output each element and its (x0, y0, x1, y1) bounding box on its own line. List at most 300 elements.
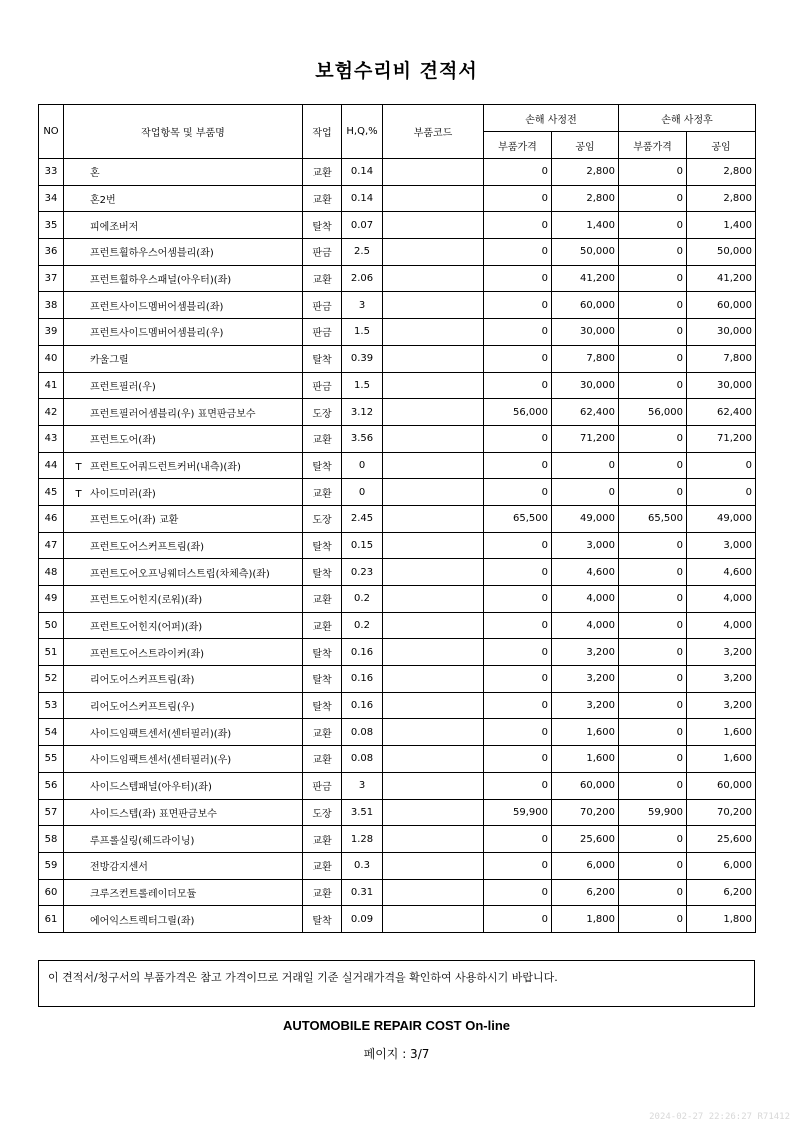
row-before-part-price: 0 (484, 345, 552, 372)
row-after-labor: 1,800 (687, 906, 756, 933)
row-before-labor: 60,000 (552, 292, 619, 319)
row-item-name (64, 612, 303, 639)
row-after-part-price: 0 (619, 292, 687, 319)
row-before-labor: 6,000 (552, 852, 619, 879)
row-item-name (64, 799, 303, 826)
row-hq: 3 (342, 292, 383, 319)
row-item-name (64, 399, 303, 426)
row-hq: 0.23 (342, 559, 383, 586)
row-hq: 3 (342, 772, 383, 799)
row-after-labor: 25,600 (687, 826, 756, 853)
table-row (39, 372, 756, 399)
row-item-name (64, 906, 303, 933)
row-no: 52 (39, 666, 64, 693)
row-no: 54 (39, 719, 64, 746)
table-row (39, 692, 756, 719)
row-work: 판금 (303, 372, 342, 399)
row-item-label: 프런트도어스트라이커(좌) (90, 648, 205, 660)
row-hq: 0.14 (342, 159, 383, 186)
row-work: 판금 (303, 319, 342, 346)
row-hq: 0.09 (342, 906, 383, 933)
row-before-part-price: 0 (484, 239, 552, 266)
row-item-label: 프런트도어(좌) 교환 (90, 515, 179, 527)
table-row (39, 799, 756, 826)
row-item-label: 프런트사이드멤버어셈블리(좌) (90, 301, 224, 313)
row-item-name (64, 292, 303, 319)
row-no: 38 (39, 292, 64, 319)
row-work: 판금 (303, 239, 342, 266)
row-item-label: 카울그릴 (90, 355, 129, 367)
row-part-code (383, 612, 484, 639)
price-notice: 이 견적서/청구서의 부품가격은 참고 가격이므로 거래일 기준 실거래가격을 확인하여 사용하시기 바랍니다. (38, 960, 755, 1007)
row-item-label: 에어익스트렉터그릴(좌) (90, 915, 195, 927)
row-item-name (64, 586, 303, 613)
row-before-part-price: 59,900 (484, 799, 552, 826)
row-work: 교환 (303, 265, 342, 292)
table-row (39, 746, 756, 773)
row-before-part-price: 0 (484, 265, 552, 292)
row-item-name (64, 692, 303, 719)
row-item-name (64, 666, 303, 693)
row-part-code (383, 559, 484, 586)
row-hq: 3.12 (342, 399, 383, 426)
table-row (39, 826, 756, 853)
header-before: 손해 사정전 (484, 105, 619, 132)
row-part-code (383, 505, 484, 532)
row-before-labor: 1,400 (552, 212, 619, 239)
row-after-part-price: 0 (619, 319, 687, 346)
row-work: 도장 (303, 505, 342, 532)
row-after-part-price: 0 (619, 452, 687, 479)
row-after-part-price: 0 (619, 666, 687, 693)
row-after-part-price: 0 (619, 772, 687, 799)
row-after-part-price: 0 (619, 852, 687, 879)
row-after-part-price: 0 (619, 879, 687, 906)
row-after-labor: 3,200 (687, 692, 756, 719)
table-row (39, 292, 756, 319)
header-before-part-price: 부품가격 (484, 132, 552, 159)
row-hq: 0.08 (342, 746, 383, 773)
row-no: 45 (39, 479, 64, 506)
row-part-code (383, 292, 484, 319)
row-no: 46 (39, 505, 64, 532)
row-mark: T (75, 461, 82, 473)
row-item-name (64, 532, 303, 559)
row-after-part-price: 56,000 (619, 399, 687, 426)
row-after-part-price: 0 (619, 692, 687, 719)
row-no: 33 (39, 159, 64, 186)
row-no: 37 (39, 265, 64, 292)
page-number: 페이지 : 3/7 (363, 1047, 430, 1061)
row-work: 도장 (303, 399, 342, 426)
table-row (39, 452, 756, 479)
row-part-code (383, 399, 484, 426)
row-item-name (64, 639, 303, 666)
row-item-name (64, 425, 303, 452)
row-part-code (383, 906, 484, 933)
row-hq: 0.15 (342, 532, 383, 559)
row-hq: 0.14 (342, 185, 383, 212)
row-after-part-price: 0 (619, 425, 687, 452)
row-after-part-price: 0 (619, 265, 687, 292)
row-item-label: 사이드스텝패널(아우터)(좌) (90, 782, 212, 794)
row-before-labor: 70,200 (552, 799, 619, 826)
row-item-label: 프런트도어힌지(어퍼)(좌) (90, 622, 203, 634)
row-item-name (64, 372, 303, 399)
row-item-label: 프런트휠하우스어셈블리(좌) (90, 248, 214, 260)
row-after-part-price: 0 (619, 185, 687, 212)
row-no: 35 (39, 212, 64, 239)
print-timestamp: 2024-02-27 22:26:27 R71412 (649, 1112, 790, 1122)
row-item-label: 프런트휠하우스패널(아우터)(좌) (90, 275, 232, 287)
row-part-code (383, 212, 484, 239)
table-row (39, 239, 756, 266)
table-row (39, 159, 756, 186)
row-item-name (64, 212, 303, 239)
row-before-part-price: 0 (484, 319, 552, 346)
row-no: 44 (39, 452, 64, 479)
row-after-labor: 6,000 (687, 852, 756, 879)
row-after-labor: 30,000 (687, 319, 756, 346)
row-before-labor: 41,200 (552, 265, 619, 292)
row-before-part-price: 0 (484, 666, 552, 693)
header-after-labor: 공임 (687, 132, 756, 159)
row-before-labor: 6,200 (552, 879, 619, 906)
row-part-code (383, 826, 484, 853)
row-before-labor: 4,600 (552, 559, 619, 586)
row-hq: 0.08 (342, 719, 383, 746)
row-part-code (383, 239, 484, 266)
row-after-labor: 50,000 (687, 239, 756, 266)
row-before-labor: 7,800 (552, 345, 619, 372)
row-no: 56 (39, 772, 64, 799)
estimate-rows (39, 159, 756, 933)
row-hq: 0.2 (342, 586, 383, 613)
row-no: 51 (39, 639, 64, 666)
row-item-label: 사이드미러(좌) (90, 488, 156, 500)
row-before-labor: 49,000 (552, 505, 619, 532)
row-before-part-price: 0 (484, 212, 552, 239)
row-after-part-price: 0 (619, 612, 687, 639)
row-work: 탈착 (303, 559, 342, 586)
row-after-labor: 41,200 (687, 265, 756, 292)
row-after-labor: 3,200 (687, 639, 756, 666)
row-before-part-price: 0 (484, 452, 552, 479)
row-part-code (383, 532, 484, 559)
row-before-labor: 0 (552, 452, 619, 479)
row-before-labor: 3,200 (552, 692, 619, 719)
row-after-labor: 62,400 (687, 399, 756, 426)
row-hq: 0.16 (342, 666, 383, 693)
row-work: 탈착 (303, 639, 342, 666)
table-row (39, 532, 756, 559)
row-work: 도장 (303, 799, 342, 826)
row-before-labor: 2,800 (552, 159, 619, 186)
row-item-name (64, 159, 303, 186)
row-after-labor: 1,600 (687, 719, 756, 746)
row-before-labor: 25,600 (552, 826, 619, 853)
row-before-part-price: 0 (484, 906, 552, 933)
row-part-code (383, 586, 484, 613)
row-after-labor: 2,800 (687, 159, 756, 186)
row-before-part-price: 0 (484, 639, 552, 666)
table-row (39, 852, 756, 879)
row-before-part-price: 0 (484, 479, 552, 506)
row-before-labor: 62,400 (552, 399, 619, 426)
row-no: 49 (39, 586, 64, 613)
table-row (39, 879, 756, 906)
row-work: 교환 (303, 826, 342, 853)
row-before-labor: 0 (552, 479, 619, 506)
row-part-code (383, 746, 484, 773)
row-after-labor: 0 (687, 479, 756, 506)
row-before-part-price: 0 (484, 772, 552, 799)
row-item-label: 사이드임팩트센서(센터필러)(우) (90, 755, 232, 767)
row-after-labor: 6,200 (687, 879, 756, 906)
row-after-labor: 30,000 (687, 372, 756, 399)
row-after-labor: 4,000 (687, 612, 756, 639)
row-part-code (383, 719, 484, 746)
row-after-part-price: 65,500 (619, 505, 687, 532)
row-item-name (64, 265, 303, 292)
row-before-part-price: 0 (484, 879, 552, 906)
row-item-name (64, 505, 303, 532)
row-item-label: 사이드스텝(좌) 표면판금보수 (90, 808, 217, 820)
row-no: 40 (39, 345, 64, 372)
row-hq: 0 (342, 479, 383, 506)
row-item-label: 혼 (90, 168, 100, 180)
row-after-labor: 0 (687, 452, 756, 479)
header-hq: H,Q,% (342, 105, 383, 159)
row-after-labor: 1,400 (687, 212, 756, 239)
table-row (39, 719, 756, 746)
row-before-part-price: 0 (484, 826, 552, 853)
row-part-code (383, 159, 484, 186)
row-after-part-price: 0 (619, 159, 687, 186)
row-hq: 2.5 (342, 239, 383, 266)
table-row (39, 586, 756, 613)
row-work: 탈착 (303, 532, 342, 559)
row-after-part-price: 0 (619, 239, 687, 266)
table-row (39, 505, 756, 532)
row-no: 48 (39, 559, 64, 586)
row-after-labor: 60,000 (687, 772, 756, 799)
table-row (39, 185, 756, 212)
row-item-label: 리어도어스커프트림(좌) (90, 675, 195, 687)
row-work: 탈착 (303, 906, 342, 933)
row-after-labor: 1,600 (687, 746, 756, 773)
row-item-label: 전방감지센서 (90, 862, 148, 874)
table-row (39, 425, 756, 452)
row-before-part-price: 0 (484, 746, 552, 773)
row-before-part-price: 0 (484, 425, 552, 452)
row-before-labor: 3,200 (552, 666, 619, 693)
row-before-part-price: 0 (484, 852, 552, 879)
row-after-labor: 4,000 (687, 586, 756, 613)
row-before-part-price: 65,500 (484, 505, 552, 532)
row-part-code (383, 692, 484, 719)
row-mark: T (75, 488, 82, 500)
row-before-labor: 50,000 (552, 239, 619, 266)
row-part-code (383, 185, 484, 212)
row-item-name (64, 479, 303, 506)
table-row (39, 212, 756, 239)
row-after-labor: 49,000 (687, 505, 756, 532)
row-hq: 2.45 (342, 505, 383, 532)
row-hq: 0.3 (342, 852, 383, 879)
row-before-labor: 1,800 (552, 906, 619, 933)
row-item-label: 프런트도어힌지(로워)(좌) (90, 595, 203, 607)
row-work: 교환 (303, 159, 342, 186)
row-item-name (64, 879, 303, 906)
row-no: 47 (39, 532, 64, 559)
row-work: 교환 (303, 479, 342, 506)
row-after-part-price: 0 (619, 372, 687, 399)
row-item-label: 프런트도어오프닝웨더스트립(차체측)(좌) (90, 568, 270, 580)
row-no: 36 (39, 239, 64, 266)
row-after-part-price: 0 (619, 746, 687, 773)
row-work: 탈착 (303, 452, 342, 479)
row-hq: 0 (342, 452, 383, 479)
header-code: 부품코드 (383, 105, 484, 159)
row-work: 탈착 (303, 212, 342, 239)
row-part-code (383, 479, 484, 506)
row-part-code (383, 799, 484, 826)
row-hq: 0.31 (342, 879, 383, 906)
row-hq: 0.2 (342, 612, 383, 639)
row-no: 41 (39, 372, 64, 399)
row-part-code (383, 265, 484, 292)
row-hq: 2.06 (342, 265, 383, 292)
table-row (39, 345, 756, 372)
row-before-part-price: 0 (484, 372, 552, 399)
row-hq: 3.56 (342, 425, 383, 452)
row-hq: 0.16 (342, 639, 383, 666)
row-before-labor: 71,200 (552, 425, 619, 452)
row-work: 탈착 (303, 666, 342, 693)
row-work: 교환 (303, 612, 342, 639)
row-part-code (383, 452, 484, 479)
row-after-part-price: 0 (619, 639, 687, 666)
row-item-name (64, 772, 303, 799)
row-work: 교환 (303, 852, 342, 879)
row-before-part-price: 0 (484, 692, 552, 719)
row-item-label: 사이드임팩트센서(센터필러)(좌) (90, 728, 232, 740)
row-item-name (64, 452, 303, 479)
row-part-code (383, 319, 484, 346)
row-before-labor: 30,000 (552, 372, 619, 399)
row-part-code (383, 879, 484, 906)
row-no: 61 (39, 906, 64, 933)
row-after-part-price: 0 (619, 559, 687, 586)
row-work: 탈착 (303, 345, 342, 372)
row-work: 교환 (303, 586, 342, 613)
row-item-label: 프런트필러어셈블리(우) 표면판금보수 (90, 408, 256, 420)
row-hq: 0.39 (342, 345, 383, 372)
row-after-labor: 60,000 (687, 292, 756, 319)
row-no: 55 (39, 746, 64, 773)
row-hq: 3.51 (342, 799, 383, 826)
header-before-labor: 공임 (552, 132, 619, 159)
document-title: 보험수리비 견적서 (315, 60, 478, 82)
row-part-code (383, 772, 484, 799)
row-no: 39 (39, 319, 64, 346)
row-before-labor: 3,000 (552, 532, 619, 559)
header-work: 작업 (303, 105, 342, 159)
row-item-label: 프런트사이드멤버어셈블리(우) (90, 328, 224, 340)
row-hq: 0.16 (342, 692, 383, 719)
table-row (39, 265, 756, 292)
row-part-code (383, 666, 484, 693)
row-item-name (64, 185, 303, 212)
row-no: 42 (39, 399, 64, 426)
row-no: 58 (39, 826, 64, 853)
row-before-labor: 60,000 (552, 772, 619, 799)
row-no: 53 (39, 692, 64, 719)
row-after-labor: 70,200 (687, 799, 756, 826)
row-after-part-price: 0 (619, 906, 687, 933)
row-after-part-price: 0 (619, 719, 687, 746)
row-before-part-price: 0 (484, 159, 552, 186)
row-after-labor: 7,800 (687, 345, 756, 372)
row-before-part-price: 0 (484, 532, 552, 559)
row-no: 50 (39, 612, 64, 639)
row-after-labor: 2,800 (687, 185, 756, 212)
row-part-code (383, 425, 484, 452)
row-item-label: 피에조버저 (90, 221, 139, 233)
row-before-labor: 1,600 (552, 719, 619, 746)
row-after-part-price: 0 (619, 826, 687, 853)
row-work: 판금 (303, 292, 342, 319)
row-item-label: 프런트필러(우) (90, 381, 156, 393)
row-work: 교환 (303, 746, 342, 773)
row-before-labor: 1,600 (552, 746, 619, 773)
row-item-label: 프런트도어(좌) (90, 435, 156, 447)
row-before-labor: 2,800 (552, 185, 619, 212)
row-hq: 0.07 (342, 212, 383, 239)
row-before-labor: 4,000 (552, 586, 619, 613)
row-item-name (64, 852, 303, 879)
row-part-code (383, 639, 484, 666)
row-item-label: 혼2번 (90, 195, 116, 207)
row-before-part-price: 0 (484, 292, 552, 319)
header-after-part-price: 부품가격 (619, 132, 687, 159)
row-work: 판금 (303, 772, 342, 799)
estimate-table (38, 104, 756, 933)
row-after-labor: 3,000 (687, 532, 756, 559)
row-item-name (64, 559, 303, 586)
row-part-code (383, 852, 484, 879)
row-no: 57 (39, 799, 64, 826)
row-hq: 1.5 (342, 372, 383, 399)
row-before-labor: 30,000 (552, 319, 619, 346)
row-after-labor: 71,200 (687, 425, 756, 452)
header-no: NO (39, 105, 64, 159)
row-item-label: 프런트도어쿼드런트커버(내측)(좌) (90, 461, 241, 473)
row-no: 60 (39, 879, 64, 906)
row-work: 탈착 (303, 692, 342, 719)
row-after-part-price: 0 (619, 479, 687, 506)
row-after-part-price: 0 (619, 532, 687, 559)
table-row (39, 479, 756, 506)
header-item: 작업항목 및 부품명 (64, 105, 303, 159)
row-item-name (64, 345, 303, 372)
row-part-code (383, 372, 484, 399)
row-part-code (383, 345, 484, 372)
row-after-part-price: 59,900 (619, 799, 687, 826)
row-no: 43 (39, 425, 64, 452)
row-before-part-price: 0 (484, 586, 552, 613)
